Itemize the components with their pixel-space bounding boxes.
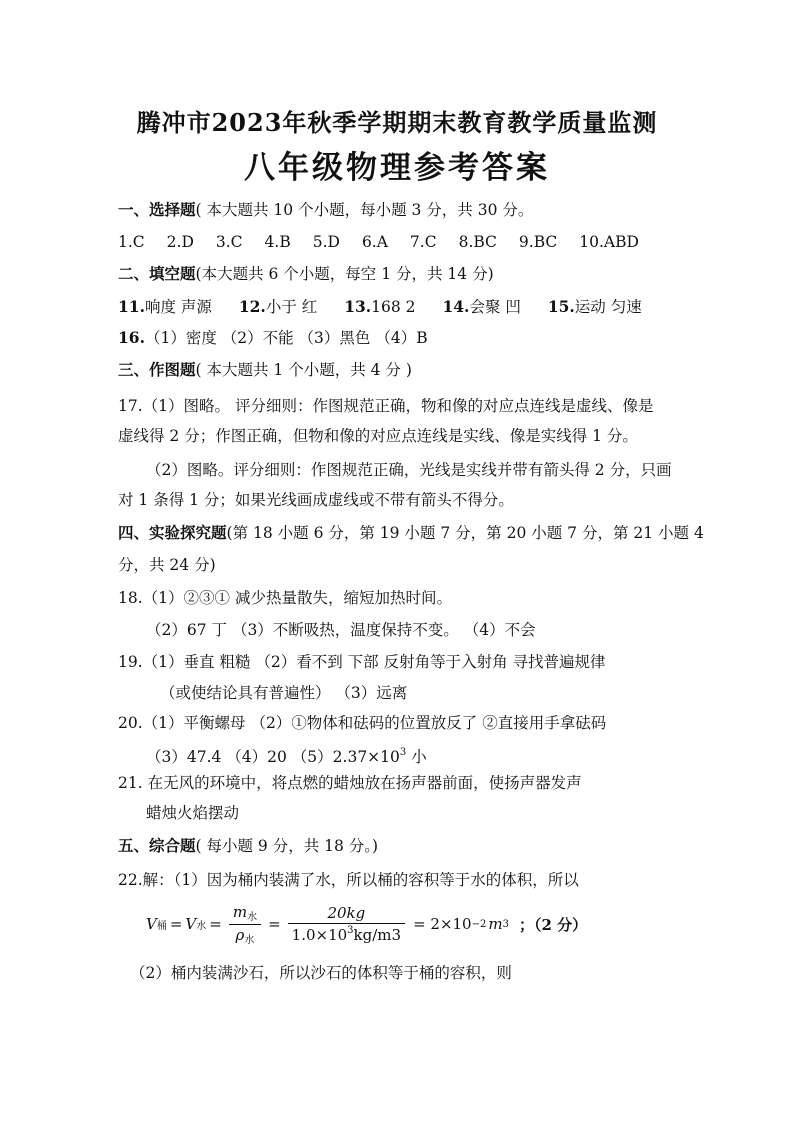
section-note: ( 本大题共 1 个小题，共 4 分 ) — [195, 361, 412, 379]
section-4-note-cont: 分，共 24 分) — [118, 556, 216, 574]
answer-item: 7.C — [409, 233, 437, 251]
section-heading: 五、综合题 — [118, 836, 196, 855]
section-note: (第 18 小题 6 分，第 19 小题 7 分，第 20 小题 7 分，第 21 小题 4 — [226, 524, 704, 542]
section-4-header — [118, 523, 704, 543]
answer-18-line-2: （2）67 丁 （3）不断吸热，温度保持不变。 （4）不会 — [146, 621, 536, 639]
section-note: ( 每小题 9 分，共 18 分。) — [195, 837, 379, 855]
answer-12: 小于 红 — [265, 298, 318, 316]
answer-item: 2.D — [166, 233, 194, 251]
fraction-mass-over-density: $\frac{m_水}{\rho_水}$ — [229, 903, 261, 946]
answer-17-line-4: 对 1 条得 1 分；如果光线画成虚线或不带有箭头不得分。 — [118, 491, 514, 509]
section-3-header — [118, 360, 412, 380]
section-heading: 三、作图题 — [118, 360, 196, 379]
answer-17-line-1: 17.（1）图略。 评分细则：作图规范正确，物和像的对应点连线是虚线、像是 — [118, 397, 654, 415]
answer-22-line-2: （2）桶内装满沙石，所以沙石的体积等于桶的容积，则 — [130, 964, 512, 982]
answer-16: （1）密度 （2）不能 （3）黑色 （4）B — [144, 329, 428, 347]
section-note: ( 本大题共 10 个小题，每小题 3 分，共 30 分。 — [195, 201, 534, 219]
answer-item: 8.BC — [458, 233, 497, 251]
section-note: (本大题共 6 个小题，每空 1 分，共 14 分) — [195, 265, 494, 283]
answer-item: 10.ABD — [579, 233, 639, 251]
section-1-header — [118, 200, 533, 220]
choice-answers — [118, 232, 639, 252]
answer-item: 3.C — [215, 233, 243, 251]
answer-17-line-3: （2）图略。评分细则：作图规范正确，光线是实线并带有箭头得 2 分，只画 — [146, 461, 672, 479]
fill-answers-row: 11.响度 声源 12.小于 红 13.168 2 14.会聚 凹 15.运动 匀速 — [118, 297, 642, 316]
answer-item: 5.D — [312, 233, 340, 251]
volume-formula: V 桶 = V 水 = $\frac{m_水}{\rho_水}$ = $\frac{20kg}{1.0\times 10^3kg/m3}$ = 2×10 −2 m 3 ；（2 分） — [146, 902, 588, 946]
section-2-header — [118, 264, 494, 284]
answer-19-line-1: 19.（1）垂直 粗糙 （2）看不到 下部 反射角等于入射角 寻找普遍规律 — [118, 653, 606, 671]
section-5-header — [118, 836, 378, 856]
answer-item: 1.C — [118, 233, 145, 251]
fill-answers-row-16: 16.（1）密度 （2）不能 （3）黑色 （4）B — [118, 328, 428, 347]
section-heading: 二、填空题 — [118, 264, 196, 283]
answer-15: 运动 匀速 — [574, 298, 642, 316]
fraction-values: $\frac{20kg}{1.0\times 10^3kg/m3}$ — [288, 904, 405, 944]
section-heading: 四、实验探究题 — [118, 523, 227, 542]
answer-22-line-1: 22.解：（1）因为桶内装满了水，所以桶的容积等于水的体积，所以 — [118, 871, 579, 889]
score-note: ；（2 分） — [518, 915, 588, 934]
answer-13: 168 2 — [371, 298, 416, 316]
answer-item: 9.BC — [518, 233, 558, 251]
document-subtitle: 八年级物理参考答案 — [244, 150, 550, 186]
answer-item: 4.B — [264, 233, 291, 251]
answer-11: 响度 声源 — [144, 298, 212, 316]
answer-17-line-2: 虚线得 2 分；作图正确，但物和像的对应点连线是实线、像是实线得 1 分。 — [118, 427, 638, 445]
answer-21-line-1: 21. 在无风的环境中，将点燃的蜡烛放在扬声器前面，使扬声器发声 — [118, 774, 582, 792]
answer-20-line-2: （3）47.4 （4）20 $(5)2.37\times 10^3$ 小 — [146, 747, 427, 766]
section-heading: 一、选择题 — [118, 200, 196, 219]
answer-item: 6.A — [361, 233, 388, 251]
answer-19-line-2: （或使结论具有普遍性） （3）远离 — [160, 684, 408, 702]
answer-21-line-2: 蜡烛火焰摆动 — [146, 804, 240, 822]
document-title: 腾冲市2023年秋季学期期末教育教学质量监测 — [136, 108, 658, 137]
answer-20-line-1: 20.（1）平衡螺母 （2）①物体和砝码的位置放反了 ②直接用手拿砝码 — [118, 714, 607, 732]
answer-14: 会聚 凹 — [469, 298, 521, 316]
answer-18-line-1: 18.（1）②③① 减少热量散失，缩短加热时间。 — [118, 589, 452, 607]
